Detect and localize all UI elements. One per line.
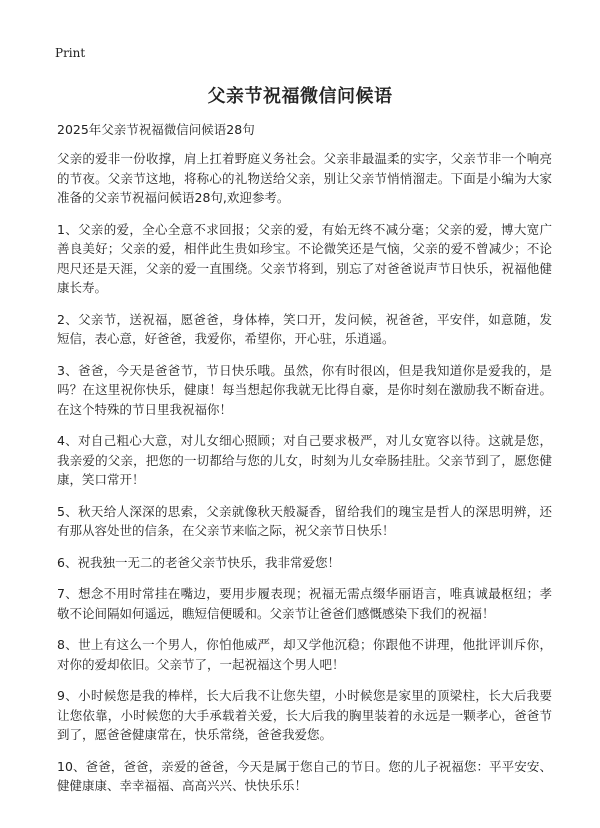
greeting-item-5: 5、秋天给人深深的思索，父亲就像秋天般凝香，留给我们的瑰宝是哲人的深思明辨，还有那从容处世的信条，在父亲节来临之际，祝父亲节日快乐！ <box>57 503 552 538</box>
greeting-item-2: 2、父亲节，送祝福，愿爸爸，身体棒，笑口开，发问候，祝爸爸，平安伴，如意随，发短信，表心意，好爸爸，我爱你，希望你，开心驻，乐逍遥。 <box>57 311 552 346</box>
intro-paragraph: 父亲的爱非一份收撑，肩上扛着野庭义务社会。父亲非最温柔的实字，父亲节非一个响亮的节夜。父亲节这地，将称心的礼物送给父亲，别让父亲节悄悄溜走。下面是小编为大家准备的父亲节祝福问候语28句,欢迎参考。 <box>57 151 552 205</box>
greeting-item-7: 7、想念不用时常挂在嘴边，要用步履表现；祝福无需点缀华丽语言，唯真诚最枢纽；孝敬不论间隔如何遥远，瞧短信便暖和。父亲节让爸爸们感慨感染下我们的祝福！ <box>57 586 552 621</box>
greeting-item-10: 10、爸爸，爸爸，亲爱的爸爸，今天是属于您自己的节日。您的儿子祝福您：平平安安、健健康康、幸幸福福、高高兴兴、快快乐乐！ <box>57 758 552 793</box>
article-subtitle: 2025年父亲节祝福微信问候语28句 <box>57 122 255 137</box>
greeting-item-3: 3、爸爸，今天是爸爸节，节日快乐哦。虽然，你有时很凶，但是我知道你是爱我的，是吗？在这里祝你快乐，健康！每当想起你我就无比得自豪，是你时刻在激励我不断奋进。在这个特殊的节日里我祝福你！ <box>57 362 552 417</box>
article-body <box>57 120 552 808</box>
greeting-item-8: 8、世上有这么一个男人，你怕他威严，却又学他沉稳；你跟他不讲理，他批评训斥你，对你的爱却依旧。父亲节了，一起祝福这个男人吧！ <box>57 637 552 672</box>
greeting-item-4: 4、对自己粗心大意，对儿女细心照顾；对自己要求极严，对儿女宽容以待。这就是您，我亲爱的父亲，把您的一切都给与您的儿女，时刻为儿女牵肠挂肚。父亲节到了，愿您健康，笑口常开！ <box>57 433 552 487</box>
page-title: 父亲节祝福微信问候语 <box>207 86 393 107</box>
greeting-item-6: 6、祝我独一无二的老爸父亲节快乐，我非常爱您！ <box>57 554 340 570</box>
print-link[interactable]: Print <box>55 46 86 60</box>
greeting-item-1: 1、父亲的爱，全心全意不求回报；父亲的爱，有始无终不减分毫；父亲的爱，博大宽广善良美好；父亲的爱，相伴此生贵如珍宝。不论微笑还是气恼，父亲的爱不曾减少；不论咫尺还是天涯，父亲的爱一直围绕。父亲节将到，别忘了对爸爸说声节日快乐，祝福他健康长寿。 <box>57 221 552 295</box>
greeting-item-9: 9、小时候您是我的棒样，长大后我不让您失望，小时候您是家里的顶梁柱，长大后我要让您依靠，小时候您的大手承载着关爱，长大后我的胸里装着的永远是一颗孝心，爸爸节到了，愿爸爸健康常在，快乐常绕，爸爸我爱您。 <box>57 688 552 742</box>
